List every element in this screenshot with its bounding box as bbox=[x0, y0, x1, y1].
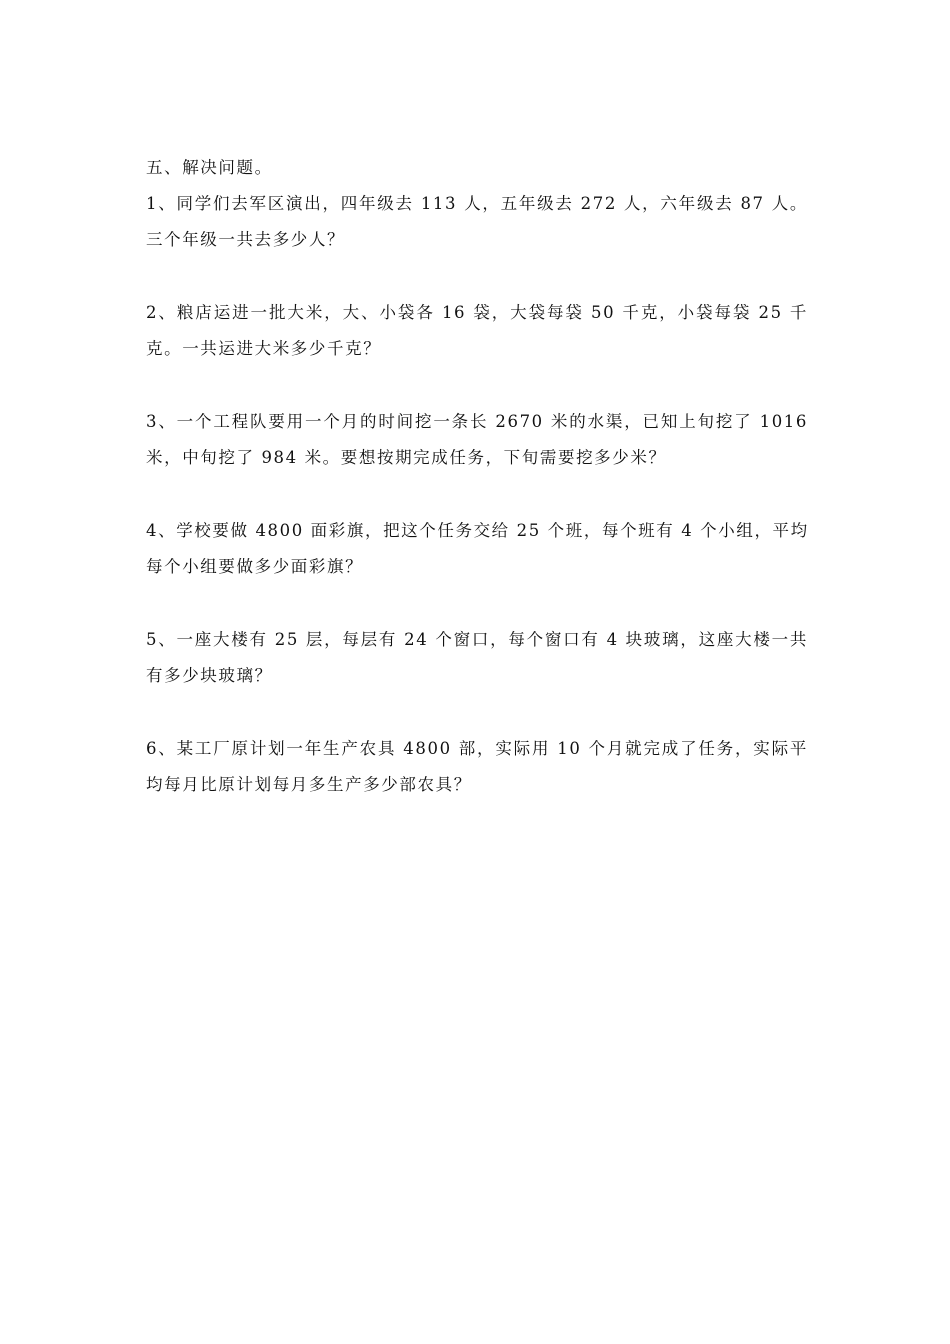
problem-6-line-1: 6、某工厂原计划一年生产农具 4800 部，实际用 10 个月就完成了任务，实际平 bbox=[146, 739, 808, 758]
problem-1 bbox=[146, 186, 808, 258]
problem-4-line-2: 每个小组要做多少面彩旗？ bbox=[146, 557, 364, 576]
section-title: 五、解决问题。 bbox=[146, 158, 273, 177]
problem-2-line-1: 2、粮店运进一批大米，大、小袋各 16 袋，大袋每袋 50 千克，小袋每袋 25 千 bbox=[146, 303, 808, 322]
problem-6-line-2: 均每月比原计划每月多生产多少部农具？ bbox=[146, 775, 472, 794]
problem-3-line-2: 米，中旬挖了 984 米。要想按期完成任务，下旬需要挖多少米？ bbox=[146, 448, 667, 467]
problem-6 bbox=[146, 731, 808, 803]
problem-2 bbox=[146, 295, 808, 367]
problem-3-line-1: 3、一个工程队要用一个月的时间挖一条长 2670 米的水渠，已知上旬挖了 1016 bbox=[146, 412, 808, 431]
problem-4-line-1: 4、学校要做 4800 面彩旗，把这个任务交给 25 个班，每个班有 4 个小组，平均 bbox=[146, 521, 809, 540]
problem-3 bbox=[146, 404, 808, 476]
worksheet-content bbox=[146, 150, 808, 840]
problem-5 bbox=[146, 622, 808, 694]
problem-2-line-2: 克。一共运进大米多少千克？ bbox=[146, 339, 382, 358]
problem-5-line-1: 5、一座大楼有 25 层，每层有 24 个窗口，每个窗口有 4 块玻璃，这座大楼一共 bbox=[146, 630, 808, 649]
problem-4 bbox=[146, 513, 808, 585]
problem-5-line-2: 有多少块玻璃？ bbox=[146, 666, 273, 685]
problem-1-line-2: 三个年级一共去多少人？ bbox=[146, 230, 346, 249]
problem-1-line-1: 1、同学们去军区演出，四年级去 113 人，五年级去 272 人，六年级去 87 人。 bbox=[146, 194, 808, 213]
